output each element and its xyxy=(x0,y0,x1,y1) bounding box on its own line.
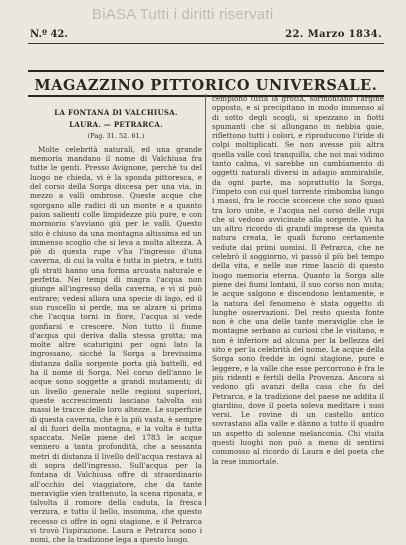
header-rule xyxy=(28,43,384,44)
article-text-right: cempiono tutta la grotta, sormontano l'argine opposto, e si precipitano in modo immenso al di sotto degli scogli, si spezzano in fiotti spumanti che si allungano in nebbia gaie, riflettono tutti i colori, e riproducono l'iride di colpi moltiplicati. Se non avesse più altra quella valle così tranquilla, che noi mai vidimo tanto calma, vi sarebbe un cambiamento di oggetti naturali diversi in adagio ammirabile, da ogni parte, ma soprattutto la Sorga, l'impeto con cui quel torrente rimbomba lungo i massi, fra le roccie scoscese che sono quasi tra loro unite, e l'acqua nel corso delle rupi che si vedono avvicinate alla sorgente. Vi ha un altro ricordo di grandi imprese da questa natura creata, le quali furono certamente vedute dai primi uomini. Il Petrarca, che ne celebrò il soggiorno, vi passò il più bel tempo della vita, e nelle sue rime lasciò di questo luogo memoria eterna. Quanto la Sorga alle piene dei fiumi lontani, il suo corso non muta; le acque salgono e discendono lentamente, e la natura del fenomeno è stata oggetto di lunghe osservazioni. Del resto questa fonte non è che una delle tante meraviglie che le montagne serbano ai curiosi che le visitano, e non è inferiore ad alcuna per la bellezza del sito e per la celebrità del nome. Le acque della Sorga sono fredde in ogni stagione, pure e leggere, e la valle che esse percorrono è fra le più ridenti e fertili della Provenza. Ancora si vedono gli avanzi della casa che fu del Petrarca, e la tradizione del paese ne addita il giardino, dove il poeta soleva meditare i suoi versi. Le rovine di un castello antico sovrastano alla valle e dànno a tutto il quadro un aspetto di solenne melanconia. Chi visita questi luoghi non può a meno di sentirsi commosso al ricordo di Laura e del poeta che la rese immortale. xyxy=(212,94,384,466)
column-divider xyxy=(205,94,206,506)
masthead-rule-top xyxy=(28,70,384,72)
article-subheading: LAURA. — PETRARCA. xyxy=(69,120,163,130)
column-left xyxy=(30,108,202,545)
article-heading: LA FONTANA DI VALCHIUSA. xyxy=(54,108,178,117)
article-reference: (Pag. 31. 52. 61.) xyxy=(87,131,145,140)
article-text-left: Molte celebrità naturali, ed una grande memoria mandano il nome di Valchiusa fra tutte le genti. Presso Avignone, perchè tu del luogo ne chieda, vi è la sponda pittoresca, e del corso della Sorga discesa per una via, in mezzo a valli ombrose. Queste acque che sgorgano alle radici di un monte e a quanto paion salienti colle limpidezze più pure, e con mormorio s'avviano giù per le valli. Questo sito è chiuso da una montagna altissima ed un immenso scoglio che si leva a molta altezza. A piè di questa rupe v'ha l'ingresso d'una caverna, di cui la volta è tutta in pietra, e tutti gli strati hanno una forma arcuata naturale e perfetta. Nei tempi di magra l'acqua non giunge all'ingresso della caverna, e vi si può entrare; vedesi allora una specie di lago, ed il suo ruscello si perde, ma se alzare si prima che l'acqua torni in fiore, l'acqua si vede gonfiarsi e crescere. Non tutto il fiume d'acqua qui deriva dalla stessa grotta; ma molte altre scaturigini per ogni lato la ingrossano, sicché la Sorga a brevissima distanza dalla sorgente porta già battelli, ed ha il nome di Sorga. Nel corso dell'anno le acque sono soggette a grandi mutamenti; di un livello generale nelle regioni superiori, queste accrescimenti lasciano talvolta sui massi le tracce delle loro altezze. Le superficie di questa caverna, che è la più vasta, è sempre al di fuori della montagna, e la volta è tutta spaccata. Nelle piene del 1783 le acque vennero a tanta profondità, che a sessanta metri di distanza il livello dell'acqua restava al di sopra dell'ingresso. Sull'acqua per la fontana di Valchiusa offre di straordinario all'occhio del viaggiatore, che da tante meraviglie vien trattenuto, la scena riposata, e talvolta il romore della caduta, la fresca verzura, e tutto il bello, insomma, che questo recesso ci offre in ogni stagione, e il Petrarca vi trovò l'ispirazione. Laura e Petrarca sono i nomi, che la tradizione lega a questo luogo. xyxy=(30,144,202,545)
issue-date: 22. Marzo 1834. xyxy=(285,29,382,40)
masthead-title: MAGAZZINO PITTORICO UNIVERSALE. xyxy=(34,77,378,94)
watermark: BiASA Tutti i diritti riservati xyxy=(92,6,274,23)
issue-number: N.º 42. xyxy=(30,29,68,40)
column-right xyxy=(212,94,384,508)
